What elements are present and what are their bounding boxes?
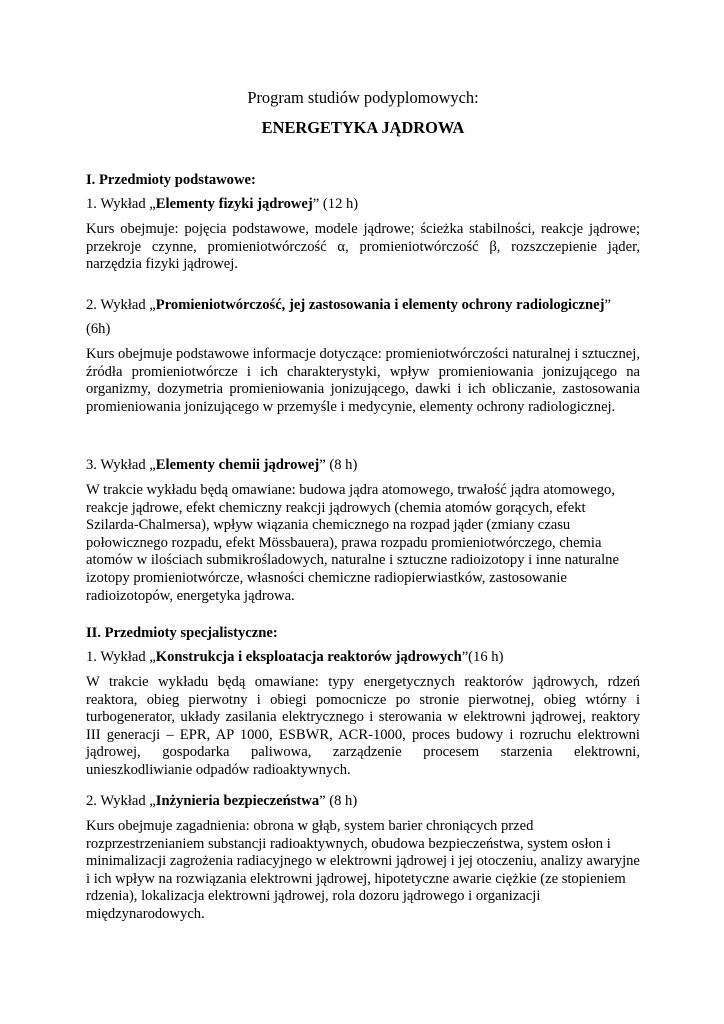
course-name: Konstrukcja i eksploatacja reaktorów jądrowych (155, 649, 462, 665)
program-name: ENERGETYKA JĄDROWA (261, 118, 465, 137)
course-title-4 (86, 649, 640, 667)
course-name: Inżynieria bezpieczeństwa (155, 793, 320, 809)
course-description-4: W trakcie wykładu będą omawiane: typy energetycznych reaktorów jądrowych, rdzeń reaktora, obieg pierwotny i obiegi pomocnicze po stronie pierwotnej, obieg wtórny i turbogenerator, układy zasilania elektrycznego i sterowania w elektrowni jądrowej, reaktory III generacji – EPR, AP 1000, ESBWR, ACR-1000, proces budowy i rozruchu elektrowni jądrowej, gospodarka paliwowa, zarządzenie procesem starzenia elektrowni, unieszkodliwianie odpadów radioaktywnych. (86, 674, 640, 778)
course-hours: ”(16 h) (461, 649, 504, 665)
course-hours: ” (12 h) (312, 196, 359, 212)
course-title-3 (86, 457, 640, 475)
course-name: Elementy chemii jądrowej (155, 457, 320, 473)
section-heading-basic: I. Przedmioty podstawowe: (86, 172, 256, 188)
course-hours: ” (8 h) (319, 793, 358, 809)
course-description-3: W trakcie wykładu będą omawiane: budowa jądra atomowego, trwałość jądra atomowego, reakcje jądrowe, efekt chemiczny reakcji jądrowych (chemia atomów gorących, efekt Szilarda-Chalmersa), wpływ wiązania chemicznego na rozpad jąder (zmiany czasu połowicznego rozpadu, efekt Mössbauera), prawa rozpadu promieniotwórczego, chemia atomów w ilościach submikrośladowych, naturalne i sztuczne radioizotopy i inne naturalne izotopy promieniotwórcze, własności chemiczne radiopierwiastków, zastosowanie radioizotopów, energetyka jądrowa. (86, 482, 619, 604)
course-hours-2: (6h) (86, 321, 111, 337)
course-quote-close: ” (604, 297, 611, 313)
course-name: Promieniotwórczość, jej zastosowania i elementy ochrony radiologicznej (155, 297, 605, 313)
course-title-1 (86, 196, 640, 214)
course-prefix: 1. Wykład „ (86, 649, 156, 665)
course-description-1: Kurs obejmuje: pojęcia podstawowe, modele jądrowe; ścieżka stabilności, reakcje jądrowe; przekroje czynne, promieniotwórczość α, promieniotwórczość β, rozszczepienie jąder, narzędzia fizyki jądrowej. (86, 221, 640, 273)
section-heading-specialist: II. Przedmioty specjalistyczne: (86, 625, 278, 641)
course-description-5: Kurs obejmuje zagadnienia: obrona w głąb, system barier chroniących przed rozprzestrzenianiem substancji radioaktywnych, obudowa bezpieczeństwa, system osłon i minimalizacji zagrożenia radiacyjnego w elektrowni jądrowej i jej otoczeniu, analizy awaryjne i ich wpływ na rozwiązania elektrowni jądrowej, hipotetyczne awarie ciężkie (ze stopieniem rdzenia), lokalizacja elektrowni jądrowej, rola dozoru jądrowego i organizacji międzynarodowych. (86, 818, 640, 922)
course-title-2 (86, 297, 640, 315)
course-description-2: Kurs obejmuje podstawowe informacje dotyczące: promieniotwórczości naturalnej i sztucznej, źródła promieniotwórcze i ich charakterystyki, wpływ promieniowania jonizującego na organizmy, dozymetria promieniowania jonizującego, dawki i ich obliczanie, zastosowania promieniowania jonizującego w przemyśle i medycynie, elementy ochrony radiologicznej. (86, 346, 640, 415)
course-title-5 (86, 793, 640, 811)
course-prefix: 3. Wykład „ (86, 457, 156, 473)
course-prefix: 2. Wykład „ (86, 793, 156, 809)
course-prefix: 1. Wykład „ (86, 196, 156, 212)
course-name: Elementy fizyki jądrowej (155, 196, 313, 212)
course-hours: ” (8 h) (319, 457, 358, 473)
program-title: Program studiów podyplomowych: (247, 88, 479, 107)
course-prefix: 2. Wykład „ (86, 297, 156, 313)
